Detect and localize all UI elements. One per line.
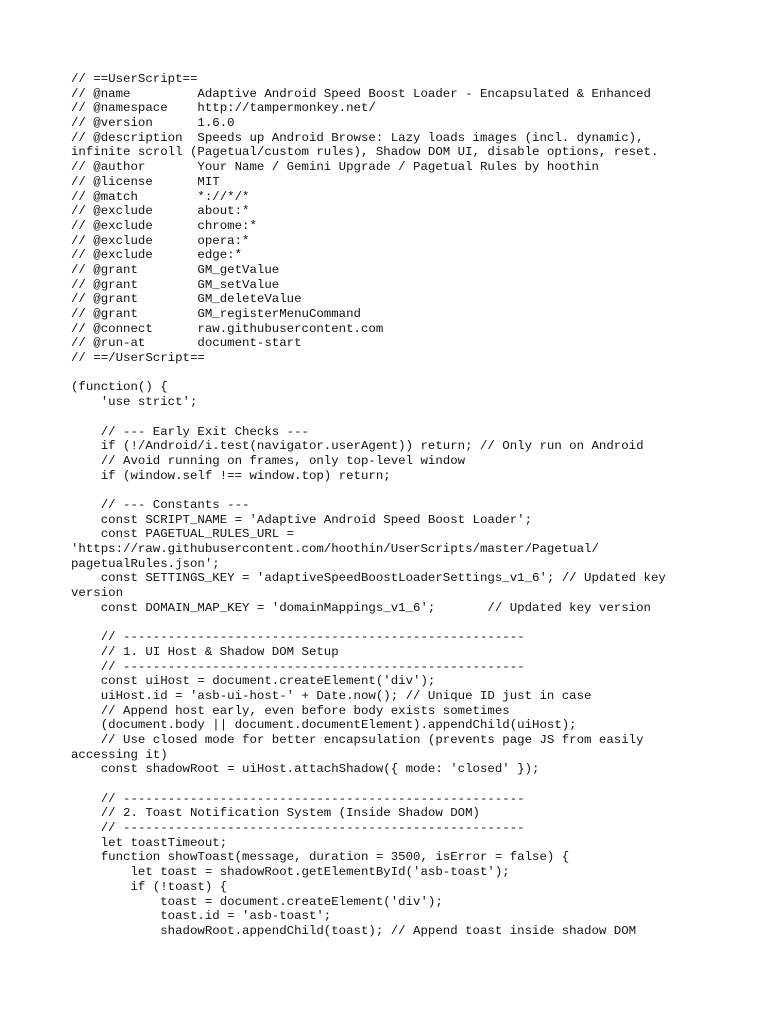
code-line: // Use closed mode for better encapsulation (prevents page JS from easily [71, 732, 644, 747]
code-line: uiHost.id = 'asb-ui-host-' + Date.now(); // Unique ID just in case [71, 688, 592, 703]
code-line: const DOMAIN_MAP_KEY = 'domainMappings_v1_6'; // Updated key version [71, 600, 651, 615]
code-line: // @exclude chrome:* [71, 218, 257, 233]
code-line: // Avoid running on frames, only top-level window [71, 453, 466, 468]
code-line [71, 410, 711, 425]
code-line [71, 777, 711, 792]
code-line: // @run-at document-start [71, 336, 302, 351]
code-line: // @match *://*/* [71, 189, 250, 204]
code-line: // 1. UI Host & Shadow DOM Setup [71, 644, 339, 659]
code-line: // --- Constants --- [71, 497, 250, 512]
code-line: 'https://raw.githubusercontent.com/hoothin/UserScripts/master/Pagetual/ [71, 542, 599, 556]
code-line: // @grant GM_setValue [71, 277, 280, 292]
code-listing [71, 72, 711, 939]
code-line: if (!toast) { [71, 879, 228, 894]
code-line: // ------------------------------------------------------ [71, 659, 525, 674]
code-line [71, 483, 711, 498]
code-line: const PAGETUAL_RULES_URL = [71, 527, 295, 542]
code-line [71, 366, 711, 381]
code-line: // @namespace http://tampermonkey.net/ [71, 101, 376, 116]
code-line: const SETTINGS_KEY = 'adaptiveSpeedBoostLoaderSettings_v1_6'; // Updated key [71, 571, 666, 586]
code-line: // @exclude opera:* [71, 233, 250, 248]
code-line: // @exclude about:* [71, 204, 250, 219]
code-line: function showToast(message, duration = 3500, isError = false) { [71, 850, 570, 865]
code-line: // ==/UserScript== [71, 351, 205, 366]
code-line: // @exclude edge:* [71, 248, 243, 263]
code-line: 'use strict'; [71, 395, 198, 410]
code-line: // Append host early, even before body exists sometimes [71, 703, 510, 718]
code-line: // ------------------------------------------------------ [71, 630, 525, 645]
code-line: // @license MIT [71, 174, 220, 189]
code-line: shadowRoot.appendChild(toast); // Append toast inside shadow DOM [71, 923, 637, 938]
code-line: if (window.self !== window.top) return; [71, 468, 391, 483]
code-line: // @name Adaptive Android Speed Boost Loader - Encapsulated & Enhanced [71, 86, 651, 101]
code-line: // @author Your Name / Gemini Upgrade / Pagetual Rules by hoothin [71, 160, 599, 175]
code-line: // @connect raw.githubusercontent.com [71, 321, 384, 336]
code-line: if (!/Android/i.test(navigator.userAgent)) return; // Only run on Android [71, 439, 644, 454]
code-line: let toast = shadowRoot.getElementById('asb-toast'); [71, 865, 510, 880]
code-line: toast = document.createElement('div'); [71, 894, 443, 909]
code-line: (document.body || document.documentElement).appendChild(uiHost); [71, 718, 577, 733]
code-line: // @grant GM_registerMenuCommand [71, 307, 361, 321]
code-line: // ==UserScript== [71, 72, 198, 86]
code-line: // --- Early Exit Checks --- [71, 424, 309, 439]
code-line: const uiHost = document.createElement('div'); [71, 674, 436, 689]
code-line: // @grant GM_deleteValue [71, 292, 302, 307]
code-line: // 2. Toast Notification System (Inside Shadow DOM) [71, 806, 480, 821]
code-line: accessing it) [71, 747, 168, 762]
code-line: let toastTimeout; [71, 835, 228, 850]
code-line: // ------------------------------------------------------ [71, 821, 525, 836]
code-line: toast.id = 'asb-toast'; [71, 909, 332, 924]
code-line: pagetualRules.json'; [71, 556, 220, 571]
code-line: // ------------------------------------------------------ [71, 791, 525, 806]
code-line: const shadowRoot = uiHost.attachShadow({ mode: 'closed' }); [71, 762, 540, 777]
code-line: (function() { [71, 380, 168, 395]
code-line: // @description Speeds up Android Browse: Lazy loads images (incl. dynamic), [71, 130, 644, 145]
code-line: const SCRIPT_NAME = 'Adaptive Android Speed Boost Loader'; [71, 512, 533, 527]
code-line: infinite scroll (Pagetual/custom rules), Shadow DOM UI, disable options, reset. [71, 145, 659, 160]
code-line: // @grant GM_getValue [71, 262, 280, 277]
code-line: // @version 1.6.0 [71, 116, 235, 131]
code-line [71, 615, 711, 630]
code-line: version [71, 586, 124, 601]
